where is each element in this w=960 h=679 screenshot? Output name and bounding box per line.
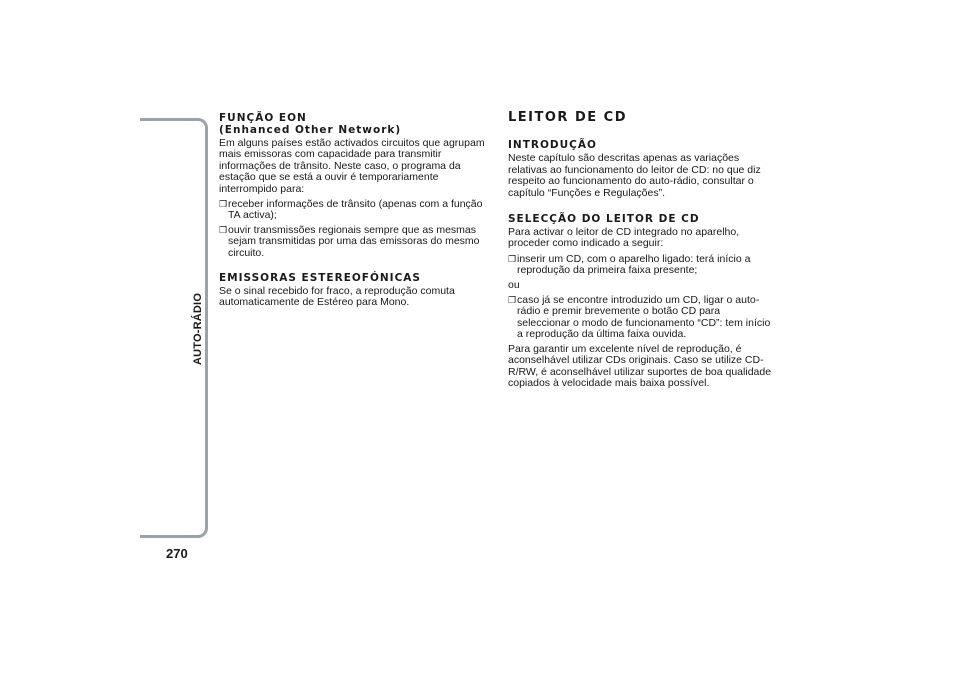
intro-heading: INTRODUÇÃO (508, 139, 597, 152)
closing-paragraph: Para garantir um excelente nível de reprodução, é aconselhável utilizar CDs originais. Caso se utilize CD-R/RW, é aconselhável utilizar suportes de boa qualidade copiados à velocidade mais baixa possível. (508, 342, 772, 389)
page-number: 270 (166, 546, 188, 561)
stereo-heading: EMISSORAS ESTEREOFÓNICAS (219, 272, 421, 285)
list-item (219, 225, 487, 259)
checkbox-bullet-icon: ❒ (508, 253, 517, 264)
eon-heading-line2: (Enhanced Other Network) (219, 124, 402, 136)
section-label: AUTO-RÁDIO (192, 292, 204, 365)
eon-heading (219, 112, 487, 136)
list-item-text: ouvir transmissões regionais sempre que as mesmas sejam transmitidas por uma das emissoras do mesmo circuito. (228, 223, 480, 259)
intro-paragraph: Neste capítulo são descritas apenas as variações relativas ao funcionamento do leitor de CD: no que diz respeito ao funcionamento do auto-rádio, consultar o capítulo “Funções e Regulações”. (508, 152, 761, 199)
checkbox-bullet-icon: ❒ (508, 295, 517, 306)
or-text: ou (508, 278, 520, 291)
cd-selection-intro: Para activar o leitor de CD integrado no aparelho, proceder como indicado a seguir: (508, 226, 740, 250)
stereo-paragraph: Se o sinal recebido for fraco, a reprodução comuta automaticamente de Estéreo para Mono. (219, 285, 455, 309)
cd-selection-heading: SELECÇÃO DO LEITOR DE CD (508, 213, 700, 226)
checkbox-bullet-icon: ❒ (219, 199, 228, 210)
list-item-text: inserir um CD, com o aparelho ligado: terá início a reprodução da primeira faixa presente; (517, 252, 751, 277)
list-item-text: caso já se encontre introduzido um CD, ligar o auto-rádio e premir brevemente o botão CD para seleccionar o modo de funcionamento “CD”: tem início a reprodução da última faixa ouvida. (517, 294, 771, 341)
eon-intro: Em alguns países estão activados circuitos que agrupam mais emissoras com capacidade para transmitir informações de trânsito. Neste caso, o programa da estação que se está a ouvir é temporariamente interrompido para: (219, 137, 485, 195)
left-column (219, 112, 487, 313)
list-item (508, 295, 776, 341)
list-item-text: receber informações de trânsito (apenas com a função TA activa); (228, 198, 483, 222)
checkbox-bullet-icon: ❒ (219, 224, 228, 235)
right-column (508, 112, 776, 393)
list-item (508, 254, 776, 277)
eon-heading-line1: FUNÇÃO EON (219, 112, 307, 124)
cd-player-title: LEITOR DE CD (508, 110, 627, 125)
list-item (219, 199, 487, 222)
